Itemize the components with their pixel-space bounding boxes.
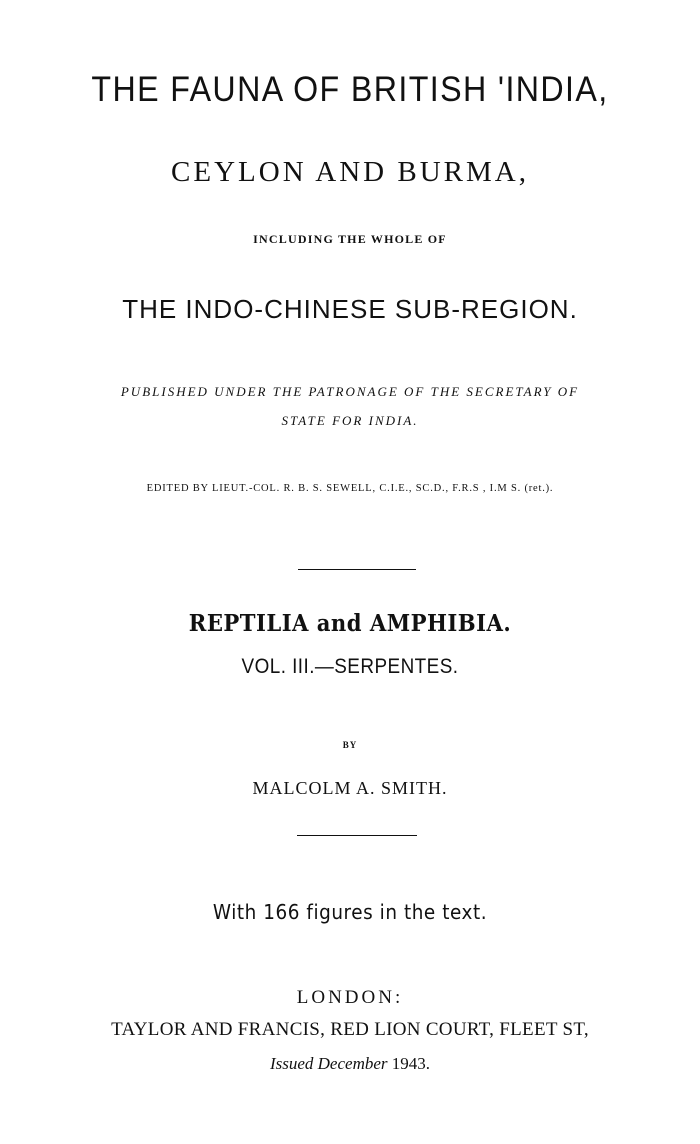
issued-year: 1943. [391, 1054, 431, 1073]
issued-label: Issued December [269, 1054, 388, 1073]
imprint-city: LONDON: [296, 987, 404, 1008]
subject-title: REPTILIA and AMPHIBIA. [188, 610, 512, 637]
main-title: THE FAUNA OF BRITISH 'INDIA, [91, 70, 609, 109]
imprint-publisher: TAYLOR AND FRANCIS, RED LION COURT, FLEET ST, [111, 1019, 589, 1040]
patronage-line-1: PUBLISHED UNDER THE PATRONAGE OF THE SECRETARY OF [120, 384, 580, 399]
by-label: BY [342, 740, 358, 750]
editor-line: EDITED BY LIEUT.-COL. R. B. S. SEWELL, C.I.E., SC.D., F.R.S , I.M S. (ret.). [146, 483, 554, 494]
figures-note: With 166 figures in the text. [212, 900, 488, 924]
subtitle: CEYLON AND BURMA, [171, 156, 529, 188]
author-name: MALCOLM A. SMITH. [252, 778, 448, 798]
including-note: INCLUDING THE WHOLE OF [253, 232, 447, 246]
imprint-issued [0, 1055, 700, 1072]
volume-title: VOL. III.—SERPENTES. [241, 655, 459, 678]
region-title: THE INDO-CHINESE SUB-REGION. [122, 294, 578, 324]
divider-rule [297, 835, 417, 836]
divider-rule [298, 569, 416, 570]
patronage-line-2: STATE FOR INDIA. [281, 413, 419, 428]
